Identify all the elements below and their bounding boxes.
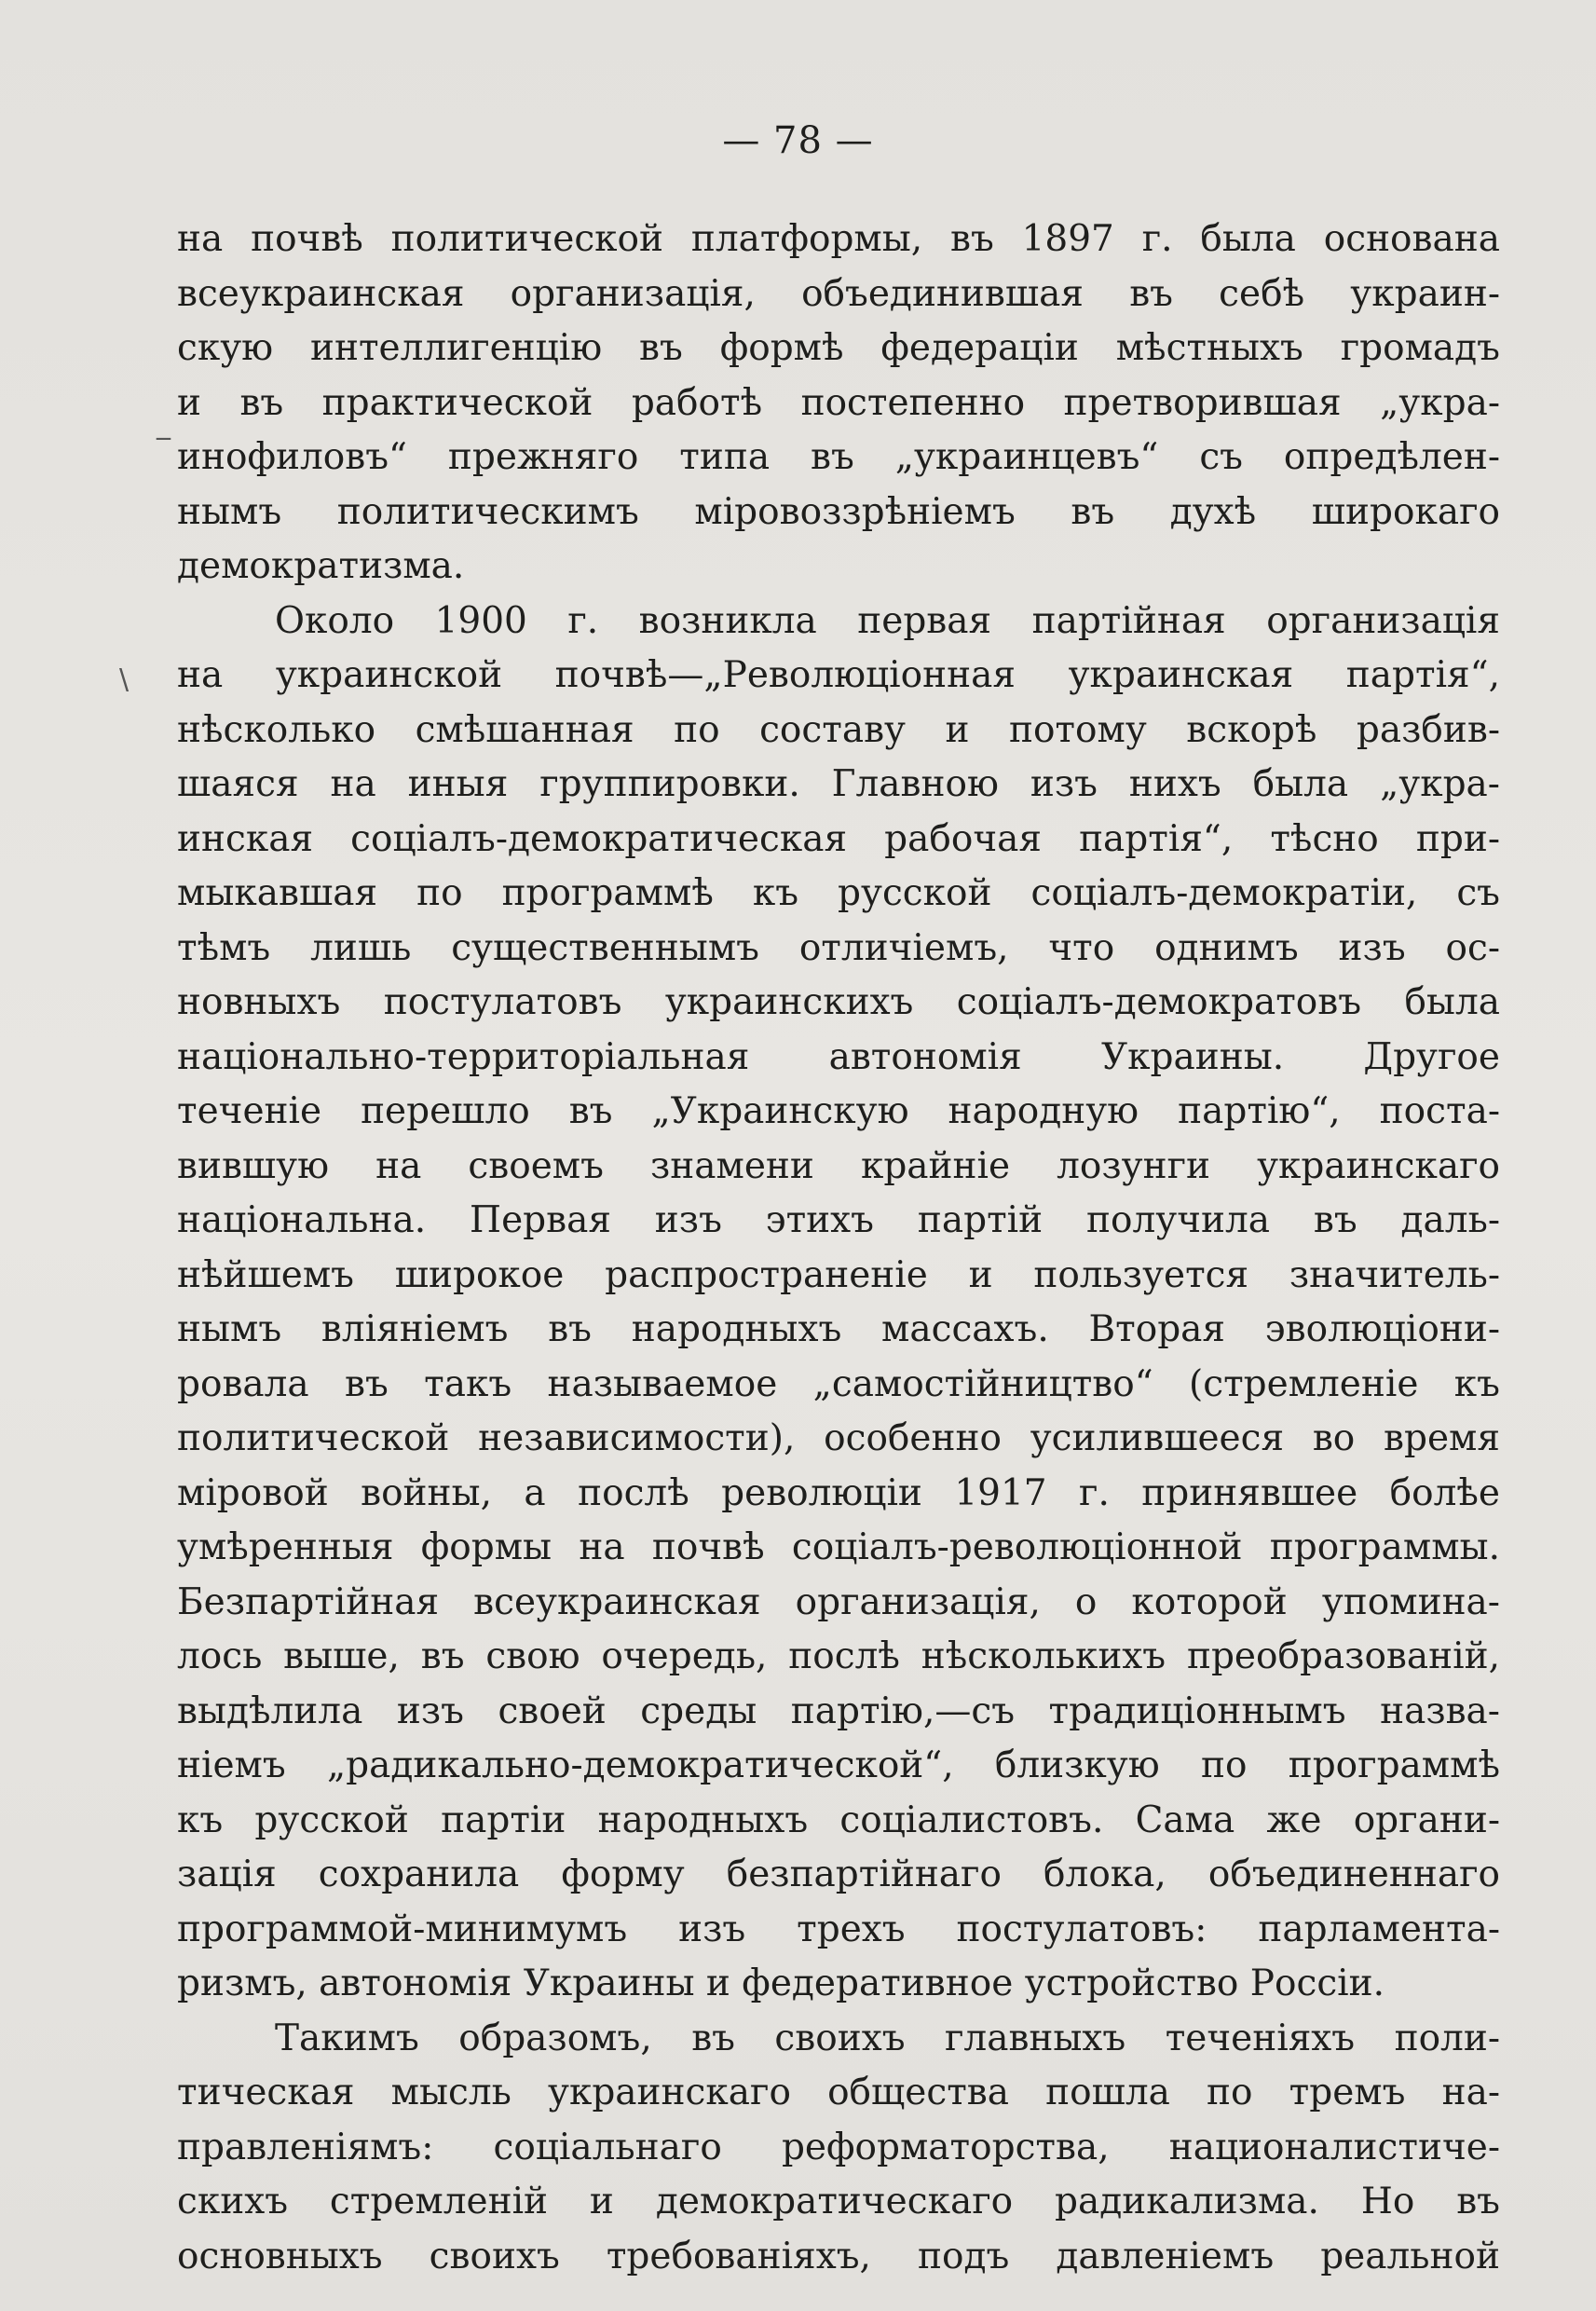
text-line: зація сохранила форму безпартійнаго блока, объединеннаго: [177, 1853, 1500, 1895]
text-line: новныхъ постулатовъ украинскихъ соціалъ-демократовъ была: [177, 981, 1500, 1023]
paragraph-start-line: Такимъ образомъ, въ своихъ главныхъ теченіяхъ поли-: [275, 2017, 1500, 2059]
text-line: умѣренныя формы на почвѣ соціалъ-революціонной программы.: [177, 1526, 1500, 1568]
body-text: [177, 212, 1500, 2284]
text-line: шаяся на иныя группировки. Главною изъ нихъ была „укра-: [177, 763, 1500, 805]
text-line: мыкавшая по программѣ къ русской соціалъ-демократіи, съ: [177, 872, 1500, 914]
margin-tick-mark: \: [119, 663, 130, 696]
text-line: тическая мысль украинскаго общества пошла по тремъ на-: [177, 2072, 1500, 2113]
text-line: нымъ вліяніемъ въ народныхъ массахъ. Вторая эволюціони-: [177, 1308, 1500, 1350]
text-line: нымъ политическимъ міровоззрѣніемъ въ духѣ широкаго: [177, 490, 1500, 533]
text-line: національно-территоріальная автономія Украины. Другое: [177, 1035, 1500, 1078]
text-line: вившую на своемъ знамени крайніе лозунги украинскаго: [177, 1144, 1500, 1187]
text-line: основныхъ своихъ требованіяхъ, подъ давленіемъ реальной: [177, 2235, 1500, 2277]
text-line: программой-минимумъ изъ трехъ постулатовъ: парламента-: [177, 1908, 1500, 1950]
text-line: нѣсколько смѣшанная по составу и потому вскорѣ разбив-: [177, 708, 1500, 751]
margin-dash-mark: _: [157, 408, 171, 441]
paragraph-end-line: ризмъ, автономія Украины и федеративное устройство Россіи.: [177, 1962, 1385, 2004]
text-line: всеукраинская организація, объединившая въ себѣ украин-: [177, 272, 1500, 315]
page-number: — 78 —: [722, 119, 874, 162]
text-line: національна. Первая изъ этихъ партій получила въ даль-: [177, 1199, 1500, 1241]
text-line: міровой войны, а послѣ революціи 1917 г. принявшее болѣе: [177, 1471, 1500, 1514]
text-line: политической независимости), особенно усилившееся во время: [177, 1417, 1500, 1459]
text-line: ніемъ „радикально-демократической“, близкую по программѣ: [177, 1744, 1500, 1786]
text-line: инофиловъ“ прежняго типа въ „украинцевъ“ съ опредѣлен-: [177, 436, 1500, 478]
text-line: теченіе перешло въ „Украинскую народную партію“, поста-: [177, 1090, 1500, 1132]
text-line: инская соціалъ-демократическая рабочая партія“, тѣсно при-: [177, 817, 1500, 860]
text-line: скую интеллигенцію въ формѣ федераціи мѣстныхъ громадъ: [177, 327, 1500, 369]
text-line: на почвѣ политической платформы, въ 1897 г. была основана: [177, 218, 1500, 260]
text-line: и въ практической работѣ постепенно претворившая „укра-: [177, 381, 1500, 424]
paragraph-end-line: демократизма.: [177, 545, 465, 587]
text-line: на украинской почвѣ—„Революціонная украинская партія“,: [177, 654, 1500, 696]
text-line: тѣмъ лишь существеннымъ отличіемъ, что однимъ изъ ос-: [177, 926, 1500, 969]
text-line: Безпартійная всеукраинская организація, о которой упомина-: [177, 1580, 1500, 1623]
paragraph-start-line: Около 1900 г. возникла первая партійная организація: [275, 599, 1500, 642]
text-line: къ русской партіи народныхъ соціалистовъ. Сама же органи-: [177, 1798, 1500, 1841]
text-line: скихъ стремленій и демократическаго радикализма. Но въ: [177, 2181, 1500, 2222]
text-line: правленіямъ: соціальнаго реформаторства, националистиче-: [177, 2126, 1500, 2168]
text-line: нѣйшемъ широкое распространеніе и пользуется значитель-: [177, 1253, 1500, 1296]
text-line: лось выше, въ свою очередь, послѣ нѣсколькихъ преобразованій,: [177, 1635, 1500, 1677]
text-line: выдѣлила изъ своей среды партію,—съ традиціоннымъ назва-: [177, 1689, 1500, 1732]
text-line: ровала въ такъ называемое „самостійництво“ (стремленіе къ: [177, 1362, 1500, 1405]
